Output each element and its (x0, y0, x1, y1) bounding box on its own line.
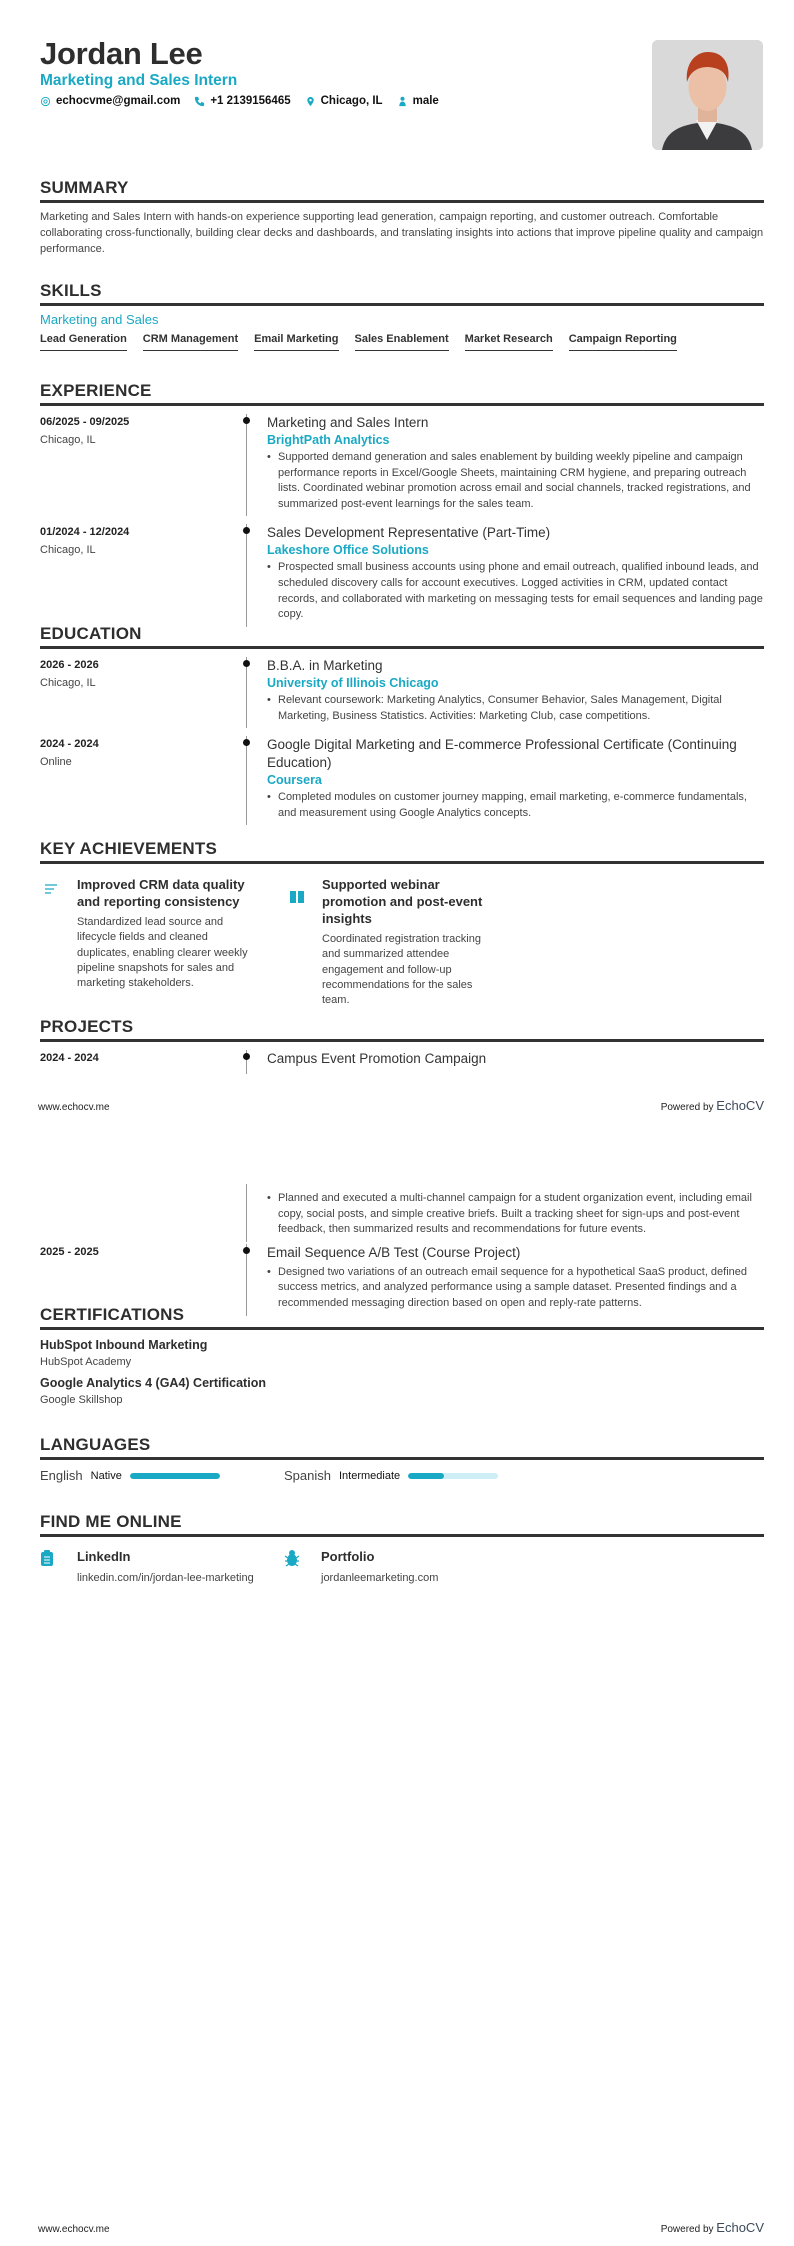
contact-location: Chicago, IL (305, 95, 383, 107)
at-icon (40, 96, 51, 107)
achievement-desc: Coordinated registration tracking and summarized attendee engagement and follow-up recommendations for the sales team. (322, 933, 481, 1007)
section-heading: EXPERIENCE (40, 381, 764, 406)
achievements-section (40, 839, 764, 1008)
clipboard-icon (40, 1549, 54, 1567)
entry-location: Chicago, IL (40, 677, 96, 689)
entry-bullet: • Relevant coursework: Marketing Analytics, Consumer Behavior, Sales Management, Digital Marketing, Business Statistics. Activities: Marketing Club, case competitions. (267, 693, 764, 724)
online-link-portfolio[interactable]: Portfolio jordanleemarketing.com (284, 1549, 528, 1584)
summary-text: Marketing and Sales Intern with hands-on experience supporting lead generation, campaign reporting, and customer outreach. Comfortable collaborating cross-functionally, building clear decks and dashboards, and translating insights into actions that improve pipeline quality and campaign performance. (40, 211, 764, 255)
entry-company: BrightPath Analytics (267, 433, 390, 447)
entry-title: Campus Event Promotion Campaign (267, 1051, 487, 1066)
link-url[interactable]: linkedin.com/in/jordan-lee-marketing (77, 1572, 254, 1584)
timeline-dot (243, 660, 250, 667)
echocv-logo[interactable]: EchoCV (716, 2220, 764, 2235)
footer-site-link[interactable]: www.echocv.me (38, 2224, 110, 2235)
entry-location: Chicago, IL (40, 544, 96, 557)
education-entry (40, 736, 764, 825)
timeline-dot (243, 1247, 250, 1254)
skill-chip: Lead Generation (40, 333, 127, 351)
skill-group-title: Marketing and Sales (40, 312, 159, 327)
section-heading: SKILLS (40, 281, 764, 306)
skill-chip: CRM Management (143, 333, 238, 351)
language-item: Spanish Intermediate (284, 1468, 528, 1483)
footer-site-link[interactable]: www.echocv.me (38, 1102, 110, 1113)
achievement-item (285, 876, 530, 1008)
entry-date: 2025 - 2025 (40, 1245, 99, 1258)
cert-name: HubSpot Inbound Marketing (40, 1338, 208, 1352)
entry-title: Google Digital Marketing and E-commerce Professional Certificate (Continuing Education) (267, 737, 737, 771)
footer-powered: Powered by EchoCV (660, 2220, 764, 2235)
entry-bullet: • Planned and executed a multi-channel campaign for a student organization event, including email copy, social posts, and simple creative briefs. Built a tracking sheet for sign-ups and post-event feedback, then summarized results and recommendations for future events. (267, 1191, 764, 1238)
timeline-dot (243, 739, 250, 746)
proficiency-fill (408, 1473, 444, 1479)
achievement-title: Supported webinar promotion and post-event insights (322, 877, 483, 926)
entry-bullet: • Supported demand generation and sales enablement by building weekly pipeline and campaign performance reports in Excel/Google Sheets, maintaining CRM hygiene, and preparing outreach lists. Coordinated webinar promotion across email and social channels, tracked registrations, and summarized post-event learnings for the sales team. (267, 450, 764, 512)
skills-section (40, 281, 764, 351)
entry-date: 01/2024 - 12/2024 (40, 526, 130, 539)
entry-date: 2024 - 2024 (40, 1052, 99, 1064)
profile-photo (652, 40, 763, 150)
section-heading: LANGUAGES (40, 1435, 764, 1460)
entry-bullet: • Prospected small business accounts using phone and email outreach, qualified inbound leads, and scheduled discovery calls for account executives. Logged activities in CRM, updated contact records, and collaborated with marketing on messaging tests for email sequences and landing page copy. (267, 560, 764, 622)
entry-date: 2024 - 2024 (40, 738, 99, 751)
contact-phone[interactable]: +1 2139156465 (194, 95, 290, 107)
page-footer (38, 2220, 764, 2235)
project-entry-continued (40, 1184, 764, 1242)
section-heading: PROJECTS (40, 1017, 764, 1042)
skill-chip: Campaign Reporting (569, 333, 677, 351)
entry-title: Marketing and Sales Intern (267, 415, 429, 430)
entry-title: B.B.A. in Marketing (267, 658, 383, 673)
online-section (40, 1512, 764, 1584)
link-url[interactable]: jordanleemarketing.com (321, 1572, 439, 1584)
entry-bullet: • Completed modules on customer journey mapping, email marketing, e-commerce fundamentals, and measurement using Google Analytics concepts. (267, 790, 764, 821)
entry-date: 2026 - 2026 (40, 659, 99, 671)
section-heading: CERTIFICATIONS (40, 1305, 764, 1330)
entry-title: Email Sequence A/B Test (Course Project) (267, 1244, 521, 1260)
entry-company: Lakeshore Office Solutions (267, 543, 429, 558)
timeline-dot (243, 417, 250, 424)
proficiency-bar (130, 1473, 220, 1479)
footer-powered: Powered by EchoCV (660, 1098, 764, 1113)
section-heading: SUMMARY (40, 178, 764, 203)
location-icon (305, 96, 316, 107)
certifications-section (40, 1305, 764, 1406)
person-icon (397, 96, 408, 107)
achievement-title: Improved CRM data quality and reporting consistency (77, 877, 245, 909)
achievement-desc: Standardized lead source and lifecycle fields and cleaned duplicates, enabling clearer weekly pipeline snapshots for sales and marketing stakeholders. (77, 916, 248, 990)
section-heading: EDUCATION (40, 624, 764, 649)
proficiency-bar (408, 1473, 498, 1479)
experience-entry (40, 414, 764, 516)
entry-title: Sales Development Representative (Part-Time) (267, 525, 551, 541)
language-item: English Native (40, 1468, 284, 1483)
skill-chip: Market Research (465, 333, 553, 351)
skill-chip: Email Marketing (254, 333, 338, 351)
cert-issuer: Google Skillshop (40, 1394, 123, 1406)
bug-icon (284, 1549, 300, 1567)
candidate-name: Jordan Lee (40, 36, 203, 71)
proficiency-fill (130, 1473, 220, 1479)
timeline-dot (243, 527, 250, 534)
echocv-logo[interactable]: EchoCV (716, 1098, 764, 1113)
online-link-linkedin[interactable]: LinkedIn linkedin.com/in/jordan-lee-marketing (40, 1549, 284, 1584)
cert-name: Google Analytics 4 (GA4) Certification (40, 1376, 266, 1390)
contact-email[interactable]: echocvme@gmail.com (40, 95, 180, 107)
cert-issuer: HubSpot Academy (40, 1356, 132, 1368)
skill-chip: Sales Enablement (355, 333, 449, 351)
contact-gender: male (397, 95, 439, 107)
phone-icon (194, 96, 205, 107)
book-icon (289, 890, 305, 904)
section-heading: KEY ACHIEVEMENTS (40, 839, 764, 864)
timeline-dot (243, 1053, 250, 1060)
page-footer (38, 1098, 764, 1113)
experience-entry (40, 524, 764, 626)
entry-location: Online (40, 756, 72, 769)
entry-school: Coursera (267, 773, 322, 788)
section-heading: FIND ME ONLINE (40, 1512, 764, 1537)
list-icon (44, 882, 58, 896)
education-entry (40, 657, 764, 728)
experience-section (40, 381, 764, 627)
summary-section (40, 178, 764, 257)
entry-school: University of Illinois Chicago (267, 676, 439, 690)
entry-location: Chicago, IL (40, 434, 96, 446)
languages-section (40, 1435, 764, 1483)
project-entry (40, 1050, 764, 1074)
entry-bullet: • Designed two variations of an outreach email sequence for a hypothetical SaaS product, defined success metrics, and analyzed performance using a sample dataset. Presented findings and a recommended messaging direction based on open and reply-rate patterns. (267, 1265, 764, 1312)
job-title: Marketing and Sales Intern (40, 72, 238, 89)
education-section (40, 624, 764, 825)
achievement-item (40, 876, 285, 1008)
entry-date: 06/2025 - 09/2025 (40, 416, 130, 428)
projects-section (40, 1017, 764, 1316)
